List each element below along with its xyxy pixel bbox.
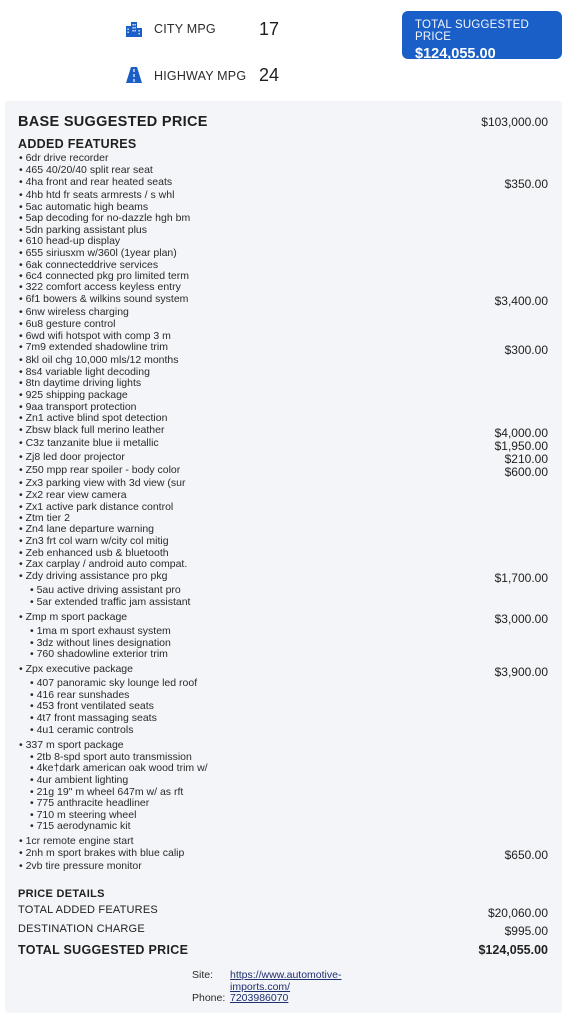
feature-sub-item: • 2tb 8-spd sport auto transmission bbox=[30, 751, 192, 763]
feature-item: • Zpx executive package bbox=[19, 663, 133, 675]
feature-item: • 4ha front and rear heated seats bbox=[19, 176, 173, 188]
feature-item: • Zx3 parking view with 3d view (sur bbox=[19, 477, 186, 489]
feature-sub-item: • 1ma m sport exhaust system bbox=[30, 625, 171, 637]
total-price-badge-value: $124,055.00 bbox=[415, 46, 496, 62]
feature-item: • 6c4 connected pkg pro limited term bbox=[19, 270, 190, 282]
phone-label: Phone: bbox=[192, 992, 226, 1004]
feature-item: • 7m9 extended shadowline trim bbox=[19, 341, 169, 353]
feature-sub-item: • 775 anthracite headliner bbox=[30, 797, 150, 809]
highway-mpg-row bbox=[0, 61, 300, 91]
total-price-badge bbox=[402, 11, 562, 62]
feature-sub-item: • 407 panoramic sky lounge led roof bbox=[30, 677, 198, 689]
feature-item: • 5ac automatic high beams bbox=[19, 201, 149, 213]
feature-item: • 9aa transport protection bbox=[19, 401, 137, 413]
feature-sub-item: • 3dz without lines designation bbox=[30, 637, 171, 649]
highway-mpg-label: HIGHWAY MPG bbox=[154, 69, 247, 83]
feature-item: • 6u8 gesture control bbox=[19, 318, 116, 330]
site-link-line1: https://www.automotive- bbox=[230, 969, 342, 981]
feature-item: • 2vb tire pressure monitor bbox=[19, 860, 142, 872]
phone-link[interactable]: 7203986070 bbox=[230, 992, 289, 1004]
feature-price: $4,000.00 bbox=[494, 426, 548, 440]
feature-sub-item: • 4u1 ceramic controls bbox=[30, 724, 134, 736]
feature-item: • 8s4 variable light decoding bbox=[19, 366, 150, 378]
feature-price: $1,700.00 bbox=[494, 571, 548, 585]
total-added-features-value: $20,060.00 bbox=[487, 906, 548, 920]
feature-item: • 925 shipping package bbox=[19, 389, 128, 401]
base-price-title: BASE SUGGESTED PRICE bbox=[18, 114, 208, 130]
total-suggested-price-label: TOTAL SUGGESTED PRICE bbox=[18, 943, 189, 957]
feature-item: • 6ak connecteddrive services bbox=[19, 259, 159, 271]
city-buildings-icon bbox=[125, 20, 143, 38]
highway-mpg-value: 24 bbox=[259, 65, 280, 85]
total-added-features-label: TOTAL ADDED FEATURES bbox=[18, 904, 158, 916]
city-mpg-row bbox=[0, 14, 300, 44]
feature-price: $3,900.00 bbox=[494, 665, 548, 679]
site-link[interactable] bbox=[230, 969, 341, 993]
site-label: Site: bbox=[192, 969, 214, 981]
highway-road-icon bbox=[125, 66, 143, 84]
feature-item: • 4hb htd fr seats armrests / s whl bbox=[19, 189, 175, 201]
feature-item: • 2nh m sport brakes with blue calip bbox=[19, 847, 185, 859]
feature-item: • C3z tanzanite blue ii metallic bbox=[19, 437, 159, 449]
feature-item: • Z50 mpp rear spoiler - body color bbox=[19, 464, 181, 476]
feature-item: • 465 40/20/40 split rear seat bbox=[19, 164, 153, 176]
feature-item: • Zn3 frt col warn w/city col mitig bbox=[19, 535, 169, 547]
feature-price: $3,000.00 bbox=[494, 612, 548, 626]
feature-item: • Zx1 active park distance control bbox=[19, 501, 174, 513]
feature-sub-item: • 21g 19" m wheel 647m w/ as rft bbox=[30, 786, 184, 798]
feature-item: • 6dr drive recorder bbox=[19, 152, 109, 164]
feature-item: • Zdy driving assistance pro pkg bbox=[19, 570, 168, 582]
feature-item: • 5ap decoding for no-dazzle hgh bm bbox=[19, 212, 191, 224]
feature-item: • Zj8 led door projector bbox=[19, 451, 125, 463]
feature-price: $600.00 bbox=[504, 465, 548, 479]
feature-sub-item: • 416 rear sunshades bbox=[30, 689, 130, 701]
feature-sub-item: • 760 shadowline exterior trim bbox=[30, 648, 168, 660]
feature-price: $300.00 bbox=[504, 343, 548, 357]
added-features-title: ADDED FEATURES bbox=[18, 137, 137, 151]
destination-charge-value: $995.00 bbox=[504, 924, 548, 938]
feature-price: $650.00 bbox=[504, 848, 548, 862]
feature-item: • Ztm tier 2 bbox=[19, 512, 70, 524]
feature-item: • 610 head-up display bbox=[19, 235, 121, 247]
feature-sub-item: • 5au active driving assistant pro bbox=[30, 584, 181, 596]
feature-sub-item: • 4ke†dark american oak wood trim w/ bbox=[30, 762, 208, 774]
feature-item: • Zn4 lane departure warning bbox=[19, 523, 155, 535]
feature-sub-item: • 5ar extended traffic jam assistant bbox=[30, 596, 191, 608]
feature-item: • Zmp m sport package bbox=[19, 611, 128, 623]
total-suggested-price-value: $124,055.00 bbox=[478, 943, 548, 957]
feature-price: $3,400.00 bbox=[494, 294, 548, 308]
feature-price: $1,950.00 bbox=[494, 439, 548, 453]
feature-sub-item: • 715 aerodynamic kit bbox=[30, 820, 131, 832]
feature-item: • Zx2 rear view camera bbox=[19, 489, 127, 501]
feature-item: • Zn1 active blind spot detection bbox=[19, 412, 168, 424]
site-link-line2: imports.com/ bbox=[230, 981, 291, 993]
feature-sub-item: • 710 m steering wheel bbox=[30, 809, 137, 821]
total-price-badge-label: TOTAL SUGGESTED PRICE bbox=[415, 19, 529, 43]
base-price-value: $103,000.00 bbox=[481, 115, 548, 129]
feature-sub-item: • 453 front ventilated seats bbox=[30, 700, 154, 712]
feature-price: $210.00 bbox=[504, 452, 548, 466]
feature-item: • 8tn daytime driving lights bbox=[19, 377, 142, 389]
price-details-title: PRICE DETAILS bbox=[18, 888, 105, 900]
feature-item: • 6wd wifi hotspot with comp 3 m bbox=[19, 330, 171, 342]
feature-item: • 6nw wireless charging bbox=[19, 306, 129, 318]
feature-item: • 8kl oil chg 10,000 mls/12 months bbox=[19, 354, 179, 366]
feature-item: • 1cr remote engine start bbox=[19, 835, 134, 847]
feature-item: • Zax carplay / android auto compat. bbox=[19, 558, 188, 570]
feature-item: • 337 m sport package bbox=[19, 739, 124, 751]
destination-charge-label: DESTINATION CHARGE bbox=[18, 923, 145, 935]
city-mpg-label: CITY MPG bbox=[154, 22, 216, 36]
feature-item: • 655 siriusxm w/360l (1year plan) bbox=[19, 247, 177, 259]
feature-item: • Zeb enhanced usb & bluetooth bbox=[19, 547, 169, 559]
feature-price: $350.00 bbox=[504, 177, 548, 191]
feature-sub-item: • 4ur ambient lighting bbox=[30, 774, 129, 786]
feature-item: • 6f1 bowers & wilkins sound system bbox=[19, 293, 189, 305]
feature-item: • Zbsw black full merino leather bbox=[19, 424, 165, 436]
feature-sub-item: • 4t7 front massaging seats bbox=[30, 712, 157, 724]
feature-item: • 322 comfort access keyless entry bbox=[19, 281, 181, 293]
feature-item: • 5dn parking assistant plus bbox=[19, 224, 147, 236]
city-mpg-value: 17 bbox=[259, 19, 280, 39]
